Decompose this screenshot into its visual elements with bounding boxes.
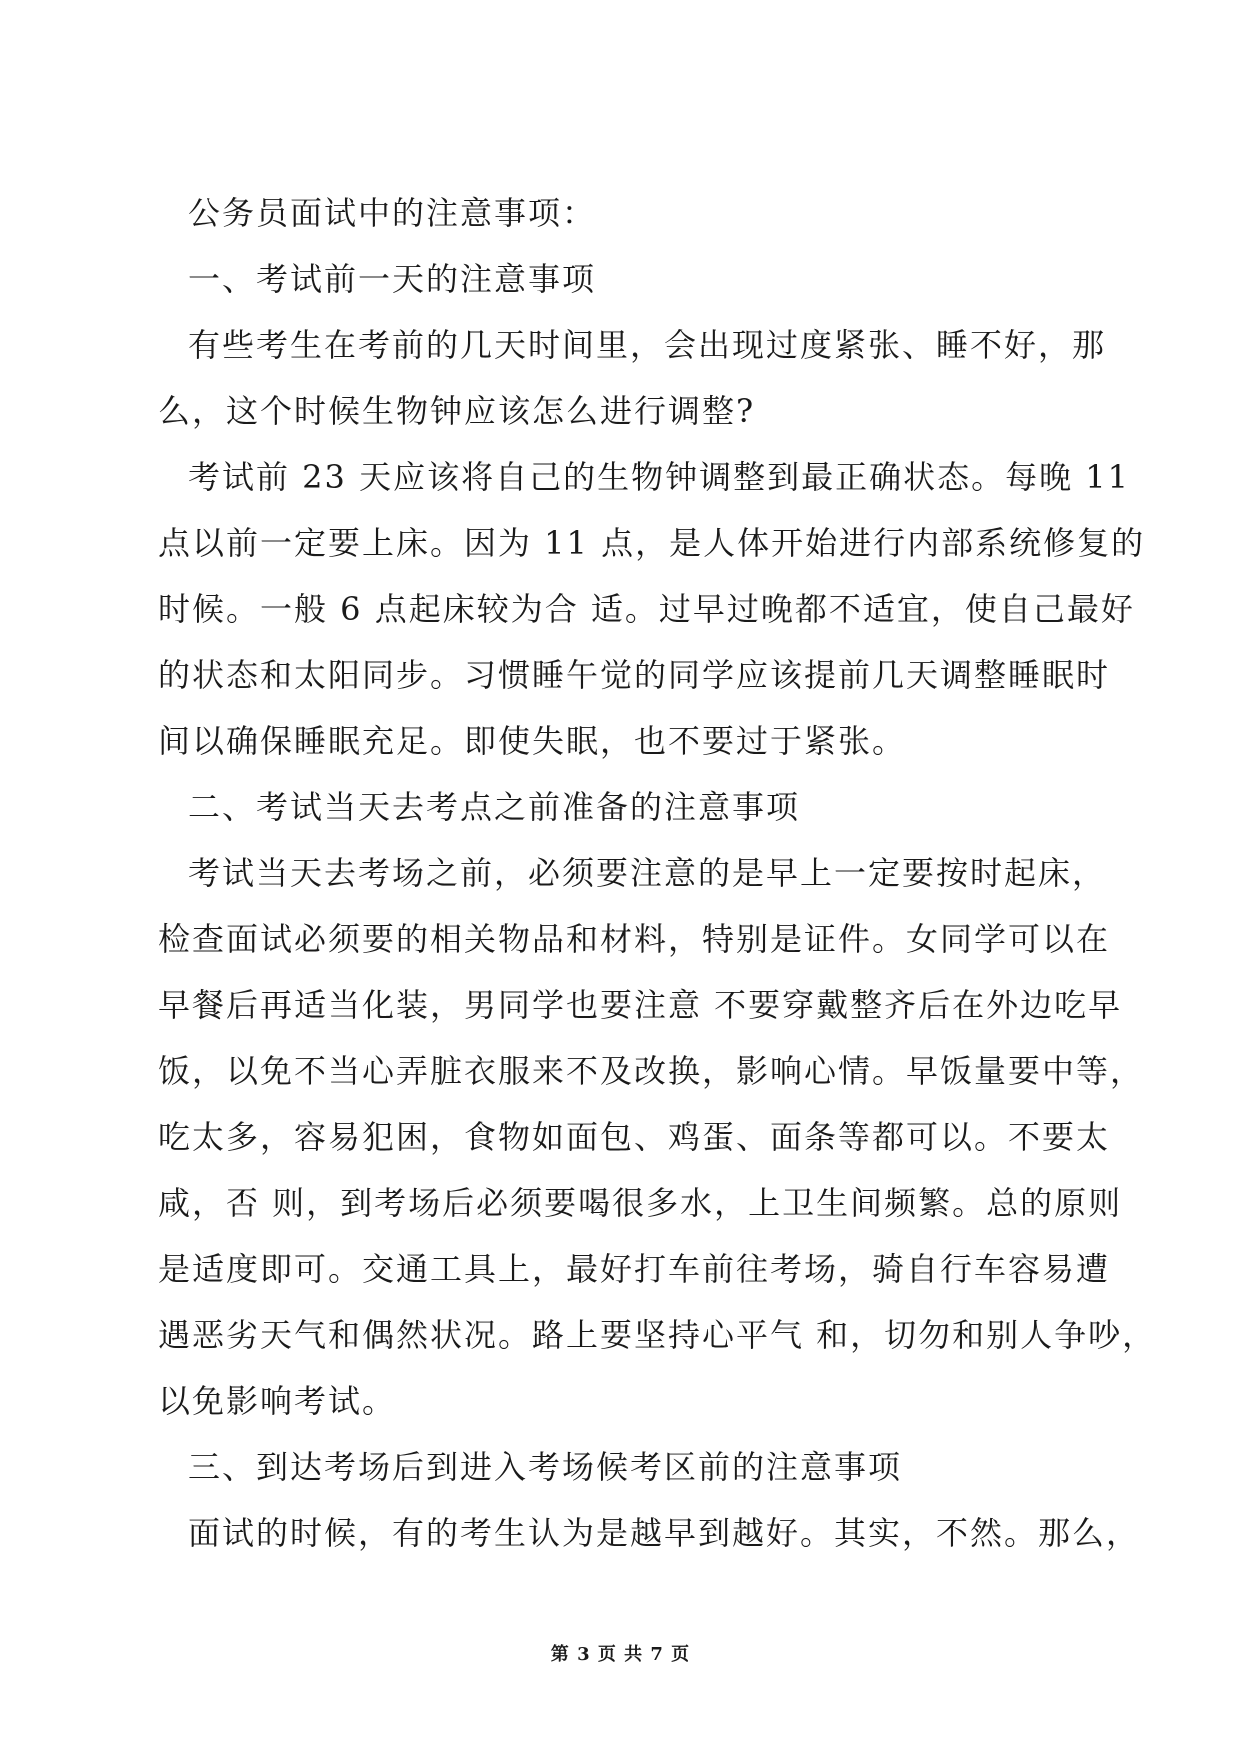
paragraph-line: 检查面试必须要的相关物品和材料，特别是证件。女同学可以在 bbox=[158, 920, 1111, 958]
heading-3: 三、到达考场后到进入考场候考区前的注意事项 bbox=[188, 1448, 903, 1486]
paragraph-line: 咸，否 则，到考场后必须要喝很多水，上卫生间频繁。总的原则 bbox=[158, 1184, 1123, 1222]
paragraph-line: 的状态和太阳同步。习惯睡午觉的同学应该提前几天调整睡眠时 bbox=[158, 656, 1111, 694]
paragraph-line: 早餐后再适当化装，男同学也要注意 不要穿戴整齐后在外边吃早 bbox=[158, 986, 1123, 1024]
paragraph-line: 以免影响考试。 bbox=[158, 1382, 397, 1420]
paragraph-line: 有些考生在考前的几天时间里，会出现过度紧张、睡不好，那 bbox=[188, 326, 1107, 364]
heading-2: 二、考试当天去考点之前准备的注意事项 bbox=[188, 788, 801, 826]
paragraph-line: 是适度即可。交通工具上，最好打车前往考场，骑自行车容易遭 bbox=[158, 1250, 1111, 1288]
paragraph-line: 点以前一定要上床。因为 11 点，是人体开始进行内部系统修复的 bbox=[158, 524, 1146, 562]
heading-1: 一、考试前一天的注意事项 bbox=[188, 260, 597, 298]
paragraph-line: 面试的时候，有的考生认为是越早到越好。其实，不然。那么， bbox=[188, 1514, 1141, 1552]
paragraph-line: 时候。一般 6 点起床较为合 适。过早过晚都不适宜，使自己最好 bbox=[158, 590, 1135, 628]
paragraph-line: 遇恶劣天气和偶然状况。路上要坚持心平气 和，切勿和别人争吵， bbox=[158, 1316, 1157, 1354]
paragraph-line: 么，这个时候生物钟应该怎么进行调整? bbox=[158, 392, 756, 430]
section-intro: 公务员面试中的注意事项： bbox=[188, 194, 597, 232]
paragraph-line: 考试前 23 天应该将自己的生物钟调整到最正确状态。每晚 11 bbox=[188, 458, 1130, 496]
page-number: 第 3 页 共 7 页 bbox=[550, 1644, 691, 1665]
document-body bbox=[158, 180, 1157, 1566]
paragraph-line: 间以确保睡眠充足。即使失眠，也不要过于紧张。 bbox=[158, 722, 907, 760]
paragraph-line: 饭，以免不当心弄脏衣服来不及改换，影响心情。早饭量要中等， bbox=[158, 1052, 1145, 1090]
paragraph-line: 吃太多，容易犯困，食物如面包、鸡蛋、面条等都可以。不要太 bbox=[158, 1118, 1111, 1156]
paragraph-line: 考试当天去考场之前，必须要注意的是早上一定要按时起床， bbox=[188, 854, 1107, 892]
